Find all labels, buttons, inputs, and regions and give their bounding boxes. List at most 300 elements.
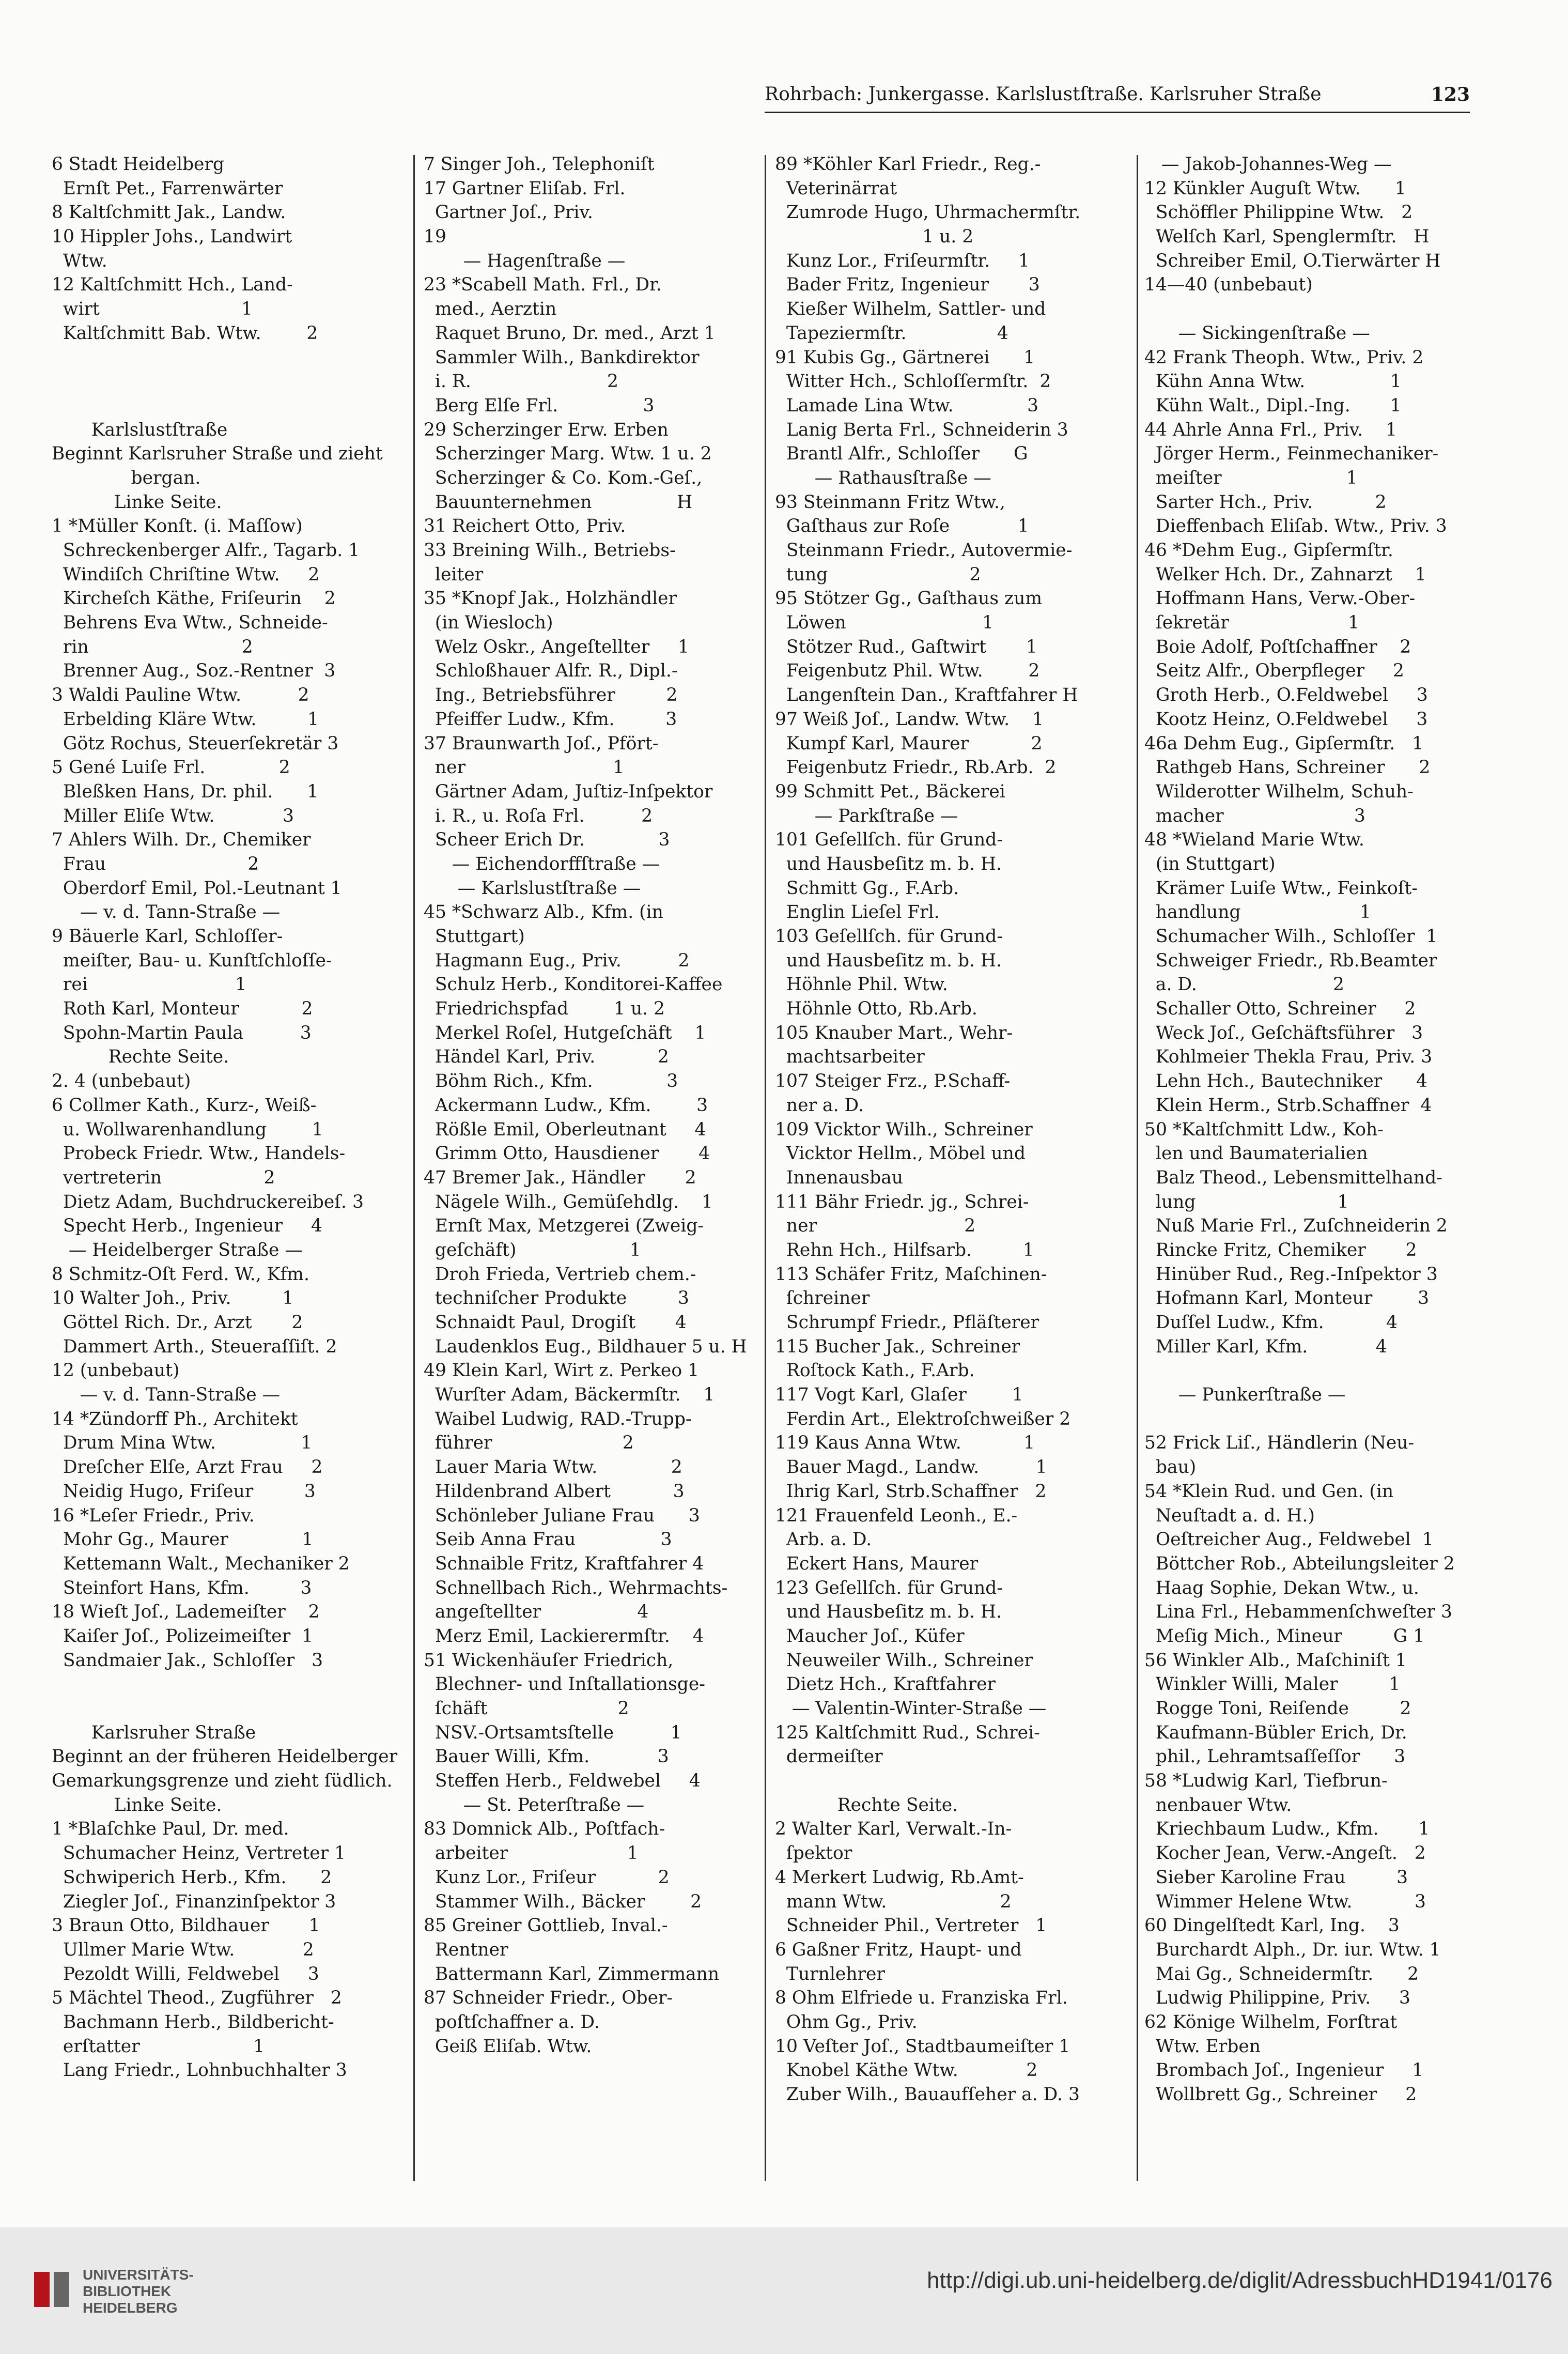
directory-entry-line: Händel Karl, Priv. 2	[424, 1047, 669, 1068]
directory-entry-line: 44 Ahrle Anna Frl., Priv. 1	[1144, 419, 1398, 440]
directory-entry-line	[52, 1672, 413, 1697]
directory-entry-line: Specht Herb., Ingenieur 4	[52, 1216, 322, 1237]
directory-entry-line: Schrumpf Friedr., Pfläſterer	[775, 1312, 1039, 1333]
directory-entry-line: 46 *Dehm Eug., Gipſermſtr.	[1144, 540, 1393, 561]
directory-entry-line: 56 Winkler Alb., Maſchiniſt 1	[1144, 1650, 1407, 1671]
directory-entry-line: Linke Seite.	[52, 491, 222, 513]
directory-entry-line: Göttel Rich. Dr., Arzt 2	[52, 1312, 303, 1333]
directory-entry-line: Sieber Karoline Frau 3	[1144, 1867, 1408, 1888]
directory-entry-line: Schloßhauer Alfr. R., Dipl.-	[424, 660, 678, 682]
directory-entry-line: Schnaidt Paul, Drogiſt 4	[424, 1312, 687, 1333]
university-logo-icon	[31, 2269, 72, 2310]
directory-entry-line: 4 Merkert Ludwig, Rb.Amt-	[775, 1867, 1024, 1888]
directory-entry-line: Böttcher Rob., Abteilungsleiter 2	[1144, 1553, 1455, 1574]
directory-entry-line: a. D. 2	[1144, 974, 1344, 995]
directory-entry-line: Steinmann Friedr., Autovermie-	[775, 540, 1073, 561]
directory-entry-line: vertreterin 2	[52, 1167, 275, 1188]
directory-entry-line: Battermann Karl, Zimmermann	[424, 1963, 720, 1984]
directory-entry-line: Höhnle Otto, Rb.Arb.	[775, 998, 977, 1020]
directory-entry-line: 123 Geſellſch. für Grund-	[775, 1577, 1003, 1598]
directory-entry-line: 48 *Wieland Marie Wtw.	[1144, 829, 1364, 851]
directory-entry-line: 52 Frick Liſ., Händlerin (Neu-	[1144, 1433, 1415, 1454]
directory-entry-line: Burchardt Alph., Dr. iur. Wtw. 1	[1144, 1939, 1441, 1960]
directory-entry-line: Boie Adolf, Poſtſchaffner 2	[1144, 636, 1411, 657]
directory-entry-line: Scherzinger Marg. Wtw. 1 u. 2	[424, 443, 712, 465]
directory-entry-line: Ernſt Max, Metzgerei (Zweig-	[424, 1216, 704, 1237]
directory-entry-line: Merkel Roſel, Hutgeſchäft 1	[424, 1022, 706, 1043]
directory-entry-line: len und Baumaterialien	[1144, 1143, 1368, 1164]
directory-entry-line: 8 Kaltſchmitt Jak., Landw.	[52, 202, 286, 223]
column-divider	[765, 155, 766, 2181]
directory-entry-line: und Hausbeſitz m. b. H.	[775, 853, 1002, 874]
directory-entry-line: Miller Eliſe Wtw. 3	[52, 805, 294, 826]
library-name-line-2: BIBLIOTHEK	[83, 2283, 172, 2299]
directory-entry-line: 3 Braun Otto, Bildhauer 1	[52, 1915, 320, 1936]
directory-entry-line: Blechner- und Inſtallationsge-	[424, 1674, 705, 1695]
directory-entry-line: wirt 1	[52, 299, 253, 320]
directory-entry-line: Nägele Wilh., Gemüſehdlg. 1	[424, 1191, 713, 1212]
directory-entry-line: Roth Karl, Monteur 2	[52, 998, 313, 1020]
directory-entry-line: Lauer Maria Wtw. 2	[424, 1457, 682, 1478]
directory-entry-line: Wollbrett Gg., Schreiner 2	[1144, 2084, 1417, 2105]
directory-entry-line: mann Wtw. 2	[775, 1891, 1012, 1912]
directory-entry-line: Löwen 1	[775, 612, 993, 634]
directory-entry-line: ner 1	[424, 757, 625, 778]
directory-entry-line: 99 Schmitt Pet., Bäckerei	[775, 781, 1005, 802]
directory-entry-line: Mohr Gg., Maurer 1	[52, 1529, 314, 1550]
directory-entry-line: Wilderotter Wilhelm, Schuh-	[1144, 781, 1414, 802]
directory-entry-line: — Eichendorffſtraße —	[424, 853, 660, 874]
directory-entry-line: Rößle Emil, Oberleutnant 4	[424, 1119, 706, 1140]
directory-entry-line: Langenſtein Dan., Kraftfahrer H	[775, 685, 1078, 706]
directory-entry-line: Schreiber Emil, O.Tierwärter H	[1144, 250, 1441, 271]
directory-entry-line: Welker Hch. Dr., Zahnarzt 1	[1144, 564, 1426, 585]
library-name-line-1: UNIVERSITÄTS-	[83, 2267, 194, 2283]
directory-entry-line: Steinfort Hans, Kfm. 3	[52, 1577, 312, 1598]
directory-entry-line: Schnaible Fritz, Kraftfahrer 4	[424, 1553, 704, 1574]
directory-entry-line	[775, 1769, 1131, 1793]
directory-entry-line: Waibel Ludwig, RAD.-Trupp-	[424, 1408, 692, 1429]
directory-entry-line: 33 Breining Wilh., Betriebs-	[424, 540, 676, 561]
directory-entry-line: Meſig Mich., Mineur G 1	[1144, 1625, 1425, 1647]
directory-entry-line: Berg Elſe Frl. 3	[424, 395, 655, 416]
directory-entry-line: meiſter 1	[1144, 467, 1358, 488]
directory-entry-line: führer 2	[424, 1433, 634, 1454]
directory-entry-line: Zumrode Hugo, Uhrmachermſtr.	[775, 202, 1081, 223]
directory-entry-line: Scherzinger & Co. Kom.-Geſ.,	[424, 467, 703, 488]
directory-entry-line: 42 Frank Theoph. Wtw., Priv. 2	[1144, 347, 1424, 368]
directory-entry-line: — Sickingenſtraße —	[1144, 322, 1370, 344]
directory-entry-line: Droh Frieda, Vertrieb chem.-	[424, 1264, 696, 1285]
directory-entry-line: 12 Künkler Auguſt Wtw. 1	[1144, 178, 1406, 199]
directory-entry-line	[52, 394, 413, 418]
directory-entry-line: Sarter Hch., Priv. 2	[1144, 491, 1387, 513]
directory-entry-line: dermeiſter	[775, 1746, 883, 1767]
directory-entry-line: Lina Frl., Hebammenſchweſter 3	[1144, 1602, 1452, 1623]
directory-entry-line: Höhnle Phil. Wtw.	[775, 974, 948, 995]
directory-entry-line: 103 Geſellſch. für Grund-	[775, 926, 1003, 947]
directory-entry-line: 1 u. 2	[775, 226, 974, 248]
directory-entry-line: 62 Könige Wilhelm, Forſtrat	[1144, 2011, 1398, 2033]
directory-entry-line: Grimm Otto, Hausdiener 4	[424, 1143, 710, 1164]
directory-entry-line: Eckert Hans, Maurer	[775, 1553, 979, 1574]
directory-entry-line	[52, 1697, 413, 1721]
directory-entry-line: 47 Bremer Jak., Händler 2	[424, 1167, 696, 1188]
directory-entry-line: u. Wollwarenhandlung 1	[52, 1119, 323, 1140]
directory-entry-line: nenbauer Wtw.	[1144, 1794, 1292, 1815]
directory-entry-line: NSV.-Ortsamtsſtelle 1	[424, 1722, 682, 1743]
directory-entry-line: 93 Steinmann Fritz Wtw.,	[775, 491, 1005, 513]
directory-entry-line: bergan.	[52, 467, 201, 488]
directory-entry-line: Klein Herm., Strb.Schaffner 4	[1144, 1095, 1432, 1116]
directory-entry-line: 18 Wieſt Joſ., Lademeiſter 2	[52, 1602, 320, 1623]
directory-entry-line: Rehn Hch., Hilfsarb. 1	[775, 1239, 1034, 1260]
directory-entry-line: Beginnt an der früheren Heidelberger	[52, 1746, 398, 1767]
running-header	[765, 78, 1470, 113]
directory-entry-line: rei 1	[52, 974, 246, 995]
directory-entry-line: Lanig Berta Frl., Schneiderin 3	[775, 419, 1068, 440]
directory-entry-line: Kocher Jean, Verw.-Angeſt. 2	[1144, 1843, 1426, 1864]
column-3	[775, 152, 1131, 2199]
directory-entry-line: 87 Schneider Friedr., Ober-	[424, 1988, 673, 2009]
directory-entry-line: Innenausbau	[775, 1167, 904, 1188]
directory-entry-line: 10 Walter Joh., Priv. 1	[52, 1288, 294, 1309]
directory-entry-line: Hildenbrand Albert 3	[424, 1481, 685, 1502]
directory-entry-line: Ernſt Pet., Farrenwärter	[52, 178, 283, 199]
directory-entry-line: Brantl Alfr., Schloſſer G	[775, 443, 1028, 465]
directory-entry-line: 35 *Knopf Jak., Holzhändler	[424, 588, 677, 609]
directory-entry-line: techniſcher Produkte 3	[424, 1288, 689, 1309]
directory-entry-line: Gartner Joſ., Priv.	[424, 202, 593, 223]
directory-entry-line: Lehn Hch., Bautechniker 4	[1144, 1071, 1427, 1092]
permalink-url[interactable]: http://digi.ub.uni-heidelberg.de/diglit/AdressbuchHD1941/0176	[927, 2268, 1553, 2293]
directory-entry-line: 105 Knauber Mart., Wehr-	[775, 1022, 1013, 1043]
directory-entry-line: 2 Walter Karl, Verwalt.-In-	[775, 1819, 1012, 1840]
directory-entry-line: 95 Stötzer Gg., Gaſthaus zum	[775, 588, 1043, 609]
directory-entry-line: Erbelding Kläre Wtw. 1	[52, 709, 319, 730]
directory-entry-line: Karlslustſtraße	[52, 419, 228, 440]
page-header-title: Rohrbach: Junkergasse. Karlslustſtraße. Karlsruher Straße	[765, 84, 1322, 105]
directory-entry-line: 5 Gené Luiſe Frl. 2	[52, 757, 290, 778]
directory-entry-line: Bauunternehmen H	[424, 491, 693, 513]
directory-entry-line: Balz Theod., Lebensmittelhand-	[1144, 1167, 1442, 1188]
directory-entry-line: Brombach Joſ., Ingenieur 1	[1144, 2060, 1424, 2081]
directory-entry-line: Sandmaier Jak., Schloſſer 3	[52, 1650, 323, 1671]
directory-entry-line: Sammler Wilh., Bankdirektor	[424, 347, 700, 368]
library-name-line-3: HEIDELBERG	[83, 2300, 178, 2316]
directory-entry-line: Kriechbaum Ludw., Kfm. 1	[1144, 1819, 1430, 1840]
directory-entry-line: 3 Waldi Pauline Wtw. 2	[52, 685, 309, 706]
directory-entry-line: Gaſthaus zur Roſe 1	[775, 516, 1029, 537]
directory-entry-line: 2. 4 (unbebaut)	[52, 1071, 191, 1092]
directory-entry-line: Wtw. Erben	[1144, 2036, 1261, 2057]
directory-entry-line: meiſter, Bau- u. Kunſtſchloſſe-	[52, 950, 332, 971]
directory-entry-line: Seib Anna Frau 3	[424, 1529, 672, 1550]
directory-entry-line: Linke Seite.	[52, 1794, 222, 1815]
directory-entry-line: Witter Hch., Schloſſermſtr. 2	[775, 371, 1051, 392]
directory-entry-line: 107 Steiger Frz., P.Schaff-	[775, 1071, 1011, 1092]
directory-entry-line: 121 Frauenfeld Leonh., E.-	[775, 1505, 1018, 1526]
directory-entry-line: Miller Karl, Kfm. 4	[1144, 1336, 1387, 1357]
directory-entry-line: rin 2	[52, 636, 253, 657]
directory-entry-line: Probeck Friedr. Wtw., Handels-	[52, 1143, 346, 1164]
directory-entry-line: 6 Gaßner Fritz, Haupt- und	[775, 1939, 1022, 1960]
directory-entry-line: Rechte Seite.	[52, 1047, 229, 1068]
directory-entry-line: Kumpf Karl, Maurer 2	[775, 733, 1043, 754]
directory-entry-line: Rechte Seite.	[775, 1794, 958, 1815]
directory-entry-line: 97 Weiß Joſ., Landw. Wtw. 1	[775, 709, 1044, 730]
directory-entry-line: tung 2	[775, 564, 981, 585]
directory-entry-line: Roſtock Kath., F.Arb.	[775, 1360, 975, 1381]
directory-entry-line: i. R., u. Roſa Frl. 2	[424, 805, 653, 826]
column-divider	[1137, 155, 1138, 2181]
directory-entry-line: Schneider Phil., Vertreter 1	[775, 1915, 1047, 1936]
directory-entry-line: Böhm Rich., Kfm. 3	[424, 1071, 678, 1092]
directory-entry-line: arbeiter 1	[424, 1843, 639, 1864]
directory-entry-line: med., Aerztin	[424, 299, 557, 320]
directory-entry-line: — Parkſtraße —	[775, 805, 958, 826]
directory-entry-line: Schumacher Wilh., Schloſſer 1	[1144, 926, 1438, 947]
column-4	[1144, 152, 1480, 2199]
directory-entry-line: Kaiſer Joſ., Polizeimeiſter 1	[52, 1625, 314, 1647]
directory-entry-line: leiter	[424, 564, 484, 585]
directory-entry-line: Windiſch Chriſtine Wtw. 2	[52, 564, 320, 585]
directory-entry-line: Beginnt Karlsruher Straße und zieht	[52, 443, 383, 465]
directory-entry-line: 16 *Leſer Friedr., Priv.	[52, 1505, 255, 1526]
directory-entry-line: Nuß Marie Frl., Zuſchneiderin 2	[1144, 1216, 1448, 1237]
directory-entry-line: Gärtner Adam, Juſtiz-Inſpektor	[424, 781, 713, 802]
directory-entry-line: Gemarkungsgrenze und zieht ſüdlich.	[52, 1771, 393, 1792]
directory-entry-line: Welz Oskr., Angeſtellter 1	[424, 636, 689, 657]
directory-entry-line: 8 Ohm Elfriede u. Franziska Frl.	[775, 1988, 1068, 2009]
directory-entry-line	[1144, 1359, 1480, 1383]
directory-entry-line: Neuweiler Wilh., Schreiner	[775, 1650, 1033, 1671]
directory-entry-line: 7 Ahlers Wilh. Dr., Chemiker	[52, 829, 311, 851]
directory-entry-line: 37 Braunwarth Joſ., Pfört-	[424, 733, 659, 754]
library-name	[83, 2267, 194, 2316]
directory-entry-line: Englin Lieſel Frl.	[775, 902, 940, 923]
directory-entry-line: Kießer Wilhelm, Sattler- und	[775, 299, 1046, 320]
directory-entry-line: — St. Peterſtraße —	[424, 1794, 645, 1815]
directory-entry-line: 45 *Schwarz Alb., Kfm. (in	[424, 902, 663, 923]
directory-entry-line: macher 3	[1144, 805, 1365, 826]
directory-entry-line: Hinüber Rud., Reg.-Inſpektor 3	[1144, 1264, 1438, 1285]
directory-entry-line: — Karlslustſtraße —	[424, 878, 641, 899]
directory-entry-line: Frau 2	[52, 853, 259, 874]
directory-entry-line	[52, 346, 413, 370]
directory-entry-line: handlung 1	[1144, 902, 1371, 923]
directory-entry-line: Geiß Eliſab. Wtw.	[424, 2036, 592, 2057]
column-1	[52, 152, 413, 2199]
directory-entry-line: Schumacher Heinz, Vertreter 1	[52, 1843, 346, 1864]
directory-entry-line: — Rathausſtraße —	[775, 467, 991, 488]
directory-entry-line: 19	[424, 226, 446, 248]
column-divider	[413, 155, 415, 2181]
directory-entry-line: Feigenbutz Phil. Wtw. 2	[775, 660, 1040, 682]
directory-entry-line: — Heidelberger Straße —	[52, 1239, 303, 1260]
directory-entry-line: Dreſcher Elſe, Arzt Frau 2	[52, 1457, 323, 1478]
directory-entry-line: — Jakob-Johannes-Weg —	[1144, 154, 1392, 175]
directory-entry-line: 14 *Zündorff Ph., Architekt	[52, 1408, 298, 1429]
directory-entry-line: Friedrichspfad 1 u. 2	[424, 998, 665, 1020]
directory-entry-line: Schulz Herb., Konditorei-Kaffee	[424, 974, 723, 995]
directory-entry-line: Dammert Arth., Steueraſſiſt. 2	[52, 1336, 337, 1357]
directory-entry-line: Schaller Otto, Schreiner 2	[1144, 998, 1416, 1020]
directory-entry-line: i. R. 2	[424, 371, 618, 392]
directory-entry-line: 29 Scherzinger Erw. Erben	[424, 419, 669, 440]
directory-entry-line: Hagmann Eug., Priv. 2	[424, 950, 690, 971]
directory-entry-line: 50 *Kaltſchmitt Ldw., Koh-	[1144, 1119, 1384, 1140]
directory-entry-line: Dietz Hch., Kraftfahrer	[775, 1674, 996, 1695]
directory-entry-line: Behrens Eva Wtw., Schneide-	[52, 612, 328, 634]
directory-entry-line: Vicktor Hellm., Möbel und	[775, 1143, 1026, 1164]
directory-entry-line: 6 Stadt Heidelberg	[52, 154, 225, 175]
directory-entry-line: Brenner Aug., Soz.-Rentner 3	[52, 660, 336, 682]
directory-entry-line: Feigenbutz Friedr., Rb.Arb. 2	[775, 757, 1057, 778]
directory-entry-line: geſchäft) 1	[424, 1239, 641, 1260]
directory-entry-line: (in Wiesloch)	[424, 612, 553, 634]
directory-entry-line: und Hausbeſitz m. b. H.	[775, 1602, 1002, 1623]
directory-entry-line: 51 Wickenhäuſer Friedrich,	[424, 1650, 674, 1671]
directory-entry-line: Duſſel Ludw., Kfm. 4	[1144, 1312, 1398, 1333]
directory-entry-line: Bauer Willi, Kfm. 3	[424, 1746, 669, 1767]
directory-entry-line: Tapeziermſtr. 4	[775, 322, 1008, 344]
directory-entry-line: Kaufmann-Bübler Erich, Dr.	[1144, 1722, 1407, 1743]
directory-entry-line: Seitz Alfr., Oberpfleger 2	[1144, 660, 1404, 682]
directory-entry-line: Kircheſch Käthe, Friſeurin 2	[52, 588, 336, 609]
directory-entry-line: Hofmann Karl, Monteur 3	[1144, 1288, 1430, 1309]
directory-entry-line: Rogge Toni, Reiſende 2	[1144, 1698, 1411, 1719]
directory-entry-line: Bleßken Hans, Dr. phil. 1	[52, 781, 319, 802]
directory-entry-line: 89 *Köhler Karl Friedr., Reg.-	[775, 154, 1041, 175]
directory-entry-line: 12 (unbebaut)	[52, 1360, 180, 1381]
directory-entry-line	[52, 370, 413, 394]
directory-entry-line: Merz Emil, Lackierermſtr. 4	[424, 1625, 704, 1647]
directory-entry-line: Kunz Lor., Friſeur 2	[424, 1867, 670, 1888]
directory-entry-line: 1 *Blaſchke Paul, Dr. med.	[52, 1819, 289, 1840]
directory-entry-line: Kohlmeier Thekla Frau, Priv. 3	[1144, 1047, 1433, 1068]
directory-entry-line: 10 Hippler Johs., Landwirt	[52, 226, 292, 248]
directory-entry-line: Schreckenberger Alfr., Tagarb. 1	[52, 540, 360, 561]
directory-entry-line: 113 Schäfer Fritz, Maſchinen-	[775, 1264, 1047, 1285]
directory-entry-line: Drum Mina Wtw. 1	[52, 1433, 313, 1454]
directory-entry-line: 117 Vogt Karl, Glaſer 1	[775, 1384, 1023, 1406]
directory-entry-line: 12 Kaltſchmitt Hch., Land-	[52, 274, 293, 296]
directory-entry-line: Wimmer Helene Wtw. 3	[1144, 1891, 1426, 1912]
directory-entry-line: — v. d. Tann-Straße —	[52, 1384, 281, 1406]
directory-entry-line: Stuttgart)	[424, 926, 525, 947]
directory-entry-line: Neuſtadt a. d. H.)	[1144, 1505, 1315, 1526]
column-2	[424, 152, 759, 2199]
directory-entry-line: 9 Bäuerle Karl, Schloſſer-	[52, 926, 283, 947]
directory-entry-line: ſpektor	[775, 1843, 852, 1864]
directory-entry-line: 7 Singer Joh., Telephoniſt	[424, 154, 655, 175]
directory-entry-line: Ohm Gg., Priv.	[775, 2011, 918, 2033]
directory-entry-line	[1144, 1407, 1480, 1432]
page-number: 123	[1431, 84, 1470, 105]
directory-entry-line: Bader Fritz, Ingenieur 3	[775, 274, 1040, 296]
directory-entry-line: 1 *Müller Konſt. (i. Maſſow)	[52, 516, 303, 537]
directory-entry-line: Pezoldt Willi, Feldwebel 3	[52, 1963, 319, 1984]
directory-entry-line: 125 Kaltſchmitt Rud., Schrei-	[775, 1722, 1040, 1743]
directory-entry-line: ſekretär 1	[1144, 612, 1360, 634]
directory-entry-line: 10 Veſter Joſ., Stadtbaumeiſter 1	[775, 2036, 1070, 2057]
directory-entry-line: Schöffler Philippine Wtw. 2	[1144, 202, 1413, 223]
directory-entry-line: Kaltſchmitt Bab. Wtw. 2	[52, 322, 318, 344]
directory-entry-line: Winkler Willi, Maler 1	[1144, 1674, 1401, 1695]
directory-entry-line: 8 Schmitz-Oſt Ferd. W., Kfm.	[52, 1264, 309, 1285]
directory-entry-line: Wtw.	[52, 250, 107, 271]
directory-entry-line: Raquet Bruno, Dr. med., Arzt 1	[424, 322, 716, 344]
directory-entry-line: Hoffmann Hans, Verw.-Ober-	[1144, 588, 1416, 609]
directory-entry-line: Mai Gg., Schneidermſtr. 2	[1144, 1963, 1419, 1984]
directory-entry-line: — Punkerſtraße —	[1144, 1384, 1346, 1406]
directory-entry-line: Rincke Fritz, Chemiker 2	[1144, 1239, 1417, 1260]
viewer-footer	[0, 2227, 1568, 2354]
directory-entry-line: 23 *Scabell Math. Frl., Dr.	[424, 274, 662, 296]
directory-entry-line: Welſch Karl, Spenglermſtr. H	[1144, 226, 1430, 248]
directory-entry-line: Kunz Lor., Friſeurmſtr. 1	[775, 250, 1030, 271]
directory-entry-line: bau)	[1144, 1457, 1197, 1478]
directory-entry-line: machtsarbeiter	[775, 1047, 925, 1068]
directory-entry-line: Groth Herb., O.Feldwebel 3	[1144, 685, 1428, 706]
directory-entry-line: Ing., Betriebsführer 2	[424, 685, 678, 706]
directory-entry-line: Ullmer Marie Wtw. 2	[52, 1939, 314, 1960]
directory-entry-line: Neidig Hugo, Friſeur 3	[52, 1481, 316, 1502]
directory-entry-line: phil., Lehramtsaſſeſſor 3	[1144, 1746, 1406, 1767]
directory-entry-line: Zuber Wilh., Bauaufſeher a. D. 3	[775, 2084, 1080, 2105]
directory-entry-line: Rathgeb Hans, Schreiner 2	[1144, 757, 1431, 778]
directory-entry-line: 5 Mächtel Theod., Zugführer 2	[52, 1988, 342, 2009]
directory-entry-line: Ludwig Philippine, Priv. 3	[1144, 1988, 1410, 2009]
directory-entry-line: Karlsruher Straße	[52, 1722, 256, 1743]
directory-entry-line: Arb. a. D.	[775, 1529, 872, 1550]
directory-entry-line: Krämer Luiſe Wtw., Feinkoſt-	[1144, 878, 1418, 899]
directory-entry-line: Ihrig Karl, Strb.Schaffner 2	[775, 1481, 1047, 1502]
directory-entry-line: Bauer Magd., Landw. 1	[775, 1457, 1047, 1478]
directory-entry-line: Kootz Heinz, O.Feldwebel 3	[1144, 709, 1428, 730]
directory-entry-line: poſtſchaffner a. D.	[424, 2011, 600, 2033]
directory-entry-line: ner 2	[775, 1216, 976, 1237]
directory-entry-line: Dieffenbach Eliſab. Wtw., Priv. 3	[1144, 516, 1447, 537]
directory-entry-line: 58 *Ludwig Karl, Tiefbrun-	[1144, 1771, 1388, 1792]
directory-entry-line: 54 *Klein Rud. und Gen. (in	[1144, 1481, 1394, 1502]
directory-entry-line: Scheer Erich Dr. 3	[424, 829, 670, 851]
directory-entry-line: Knobel Käthe Wtw. 2	[775, 2060, 1038, 2081]
directory-entry-line: 31 Reichert Otto, Priv.	[424, 516, 626, 537]
directory-entry-line: 115 Bucher Jak., Schreiner	[775, 1336, 1020, 1357]
directory-entry-line: ſchreiner	[775, 1288, 870, 1309]
directory-entry-line: Schweiger Friedr., Rb.Beamter	[1144, 950, 1437, 971]
directory-entry-line: Schmitt Gg., F.Arb.	[775, 878, 959, 899]
directory-entry-line: ſchäft 2	[424, 1698, 629, 1719]
directory-entry-line: 101 Geſellſch. für Grund-	[775, 829, 1003, 851]
directory-entry-line: Stammer Wilh., Bäcker 2	[424, 1891, 702, 1912]
directory-entry-line: — Hagenſtraße —	[424, 250, 626, 271]
directory-entry-line: Ferdin Art., Elektroſchweißer 2	[775, 1408, 1071, 1429]
directory-entry-line: Laudenklos Eug., Bildhauer 5 u. H	[424, 1336, 747, 1357]
directory-entry-line: Turnlehrer	[775, 1963, 885, 1984]
directory-entry-line: Pfeiffer Ludw., Kfm. 3	[424, 709, 677, 730]
directory-entry-line: Spohn-Martin Paula 3	[52, 1022, 312, 1043]
directory-entry-line: Kühn Walt., Dipl.-Ing. 1	[1144, 395, 1402, 416]
directory-entry-line	[1144, 297, 1480, 321]
directory-entry-line: Lamade Lina Wtw. 3	[775, 395, 1039, 416]
directory-entry-line: 17 Gartner Eliſab. Frl.	[424, 178, 626, 199]
directory-entry-line: Schönleber Juliane Frau 3	[424, 1505, 700, 1526]
directory-entry-line: Oeſtreicher Aug., Feldwebel 1	[1144, 1529, 1434, 1550]
directory-entry-line: Rentner	[424, 1939, 508, 1960]
